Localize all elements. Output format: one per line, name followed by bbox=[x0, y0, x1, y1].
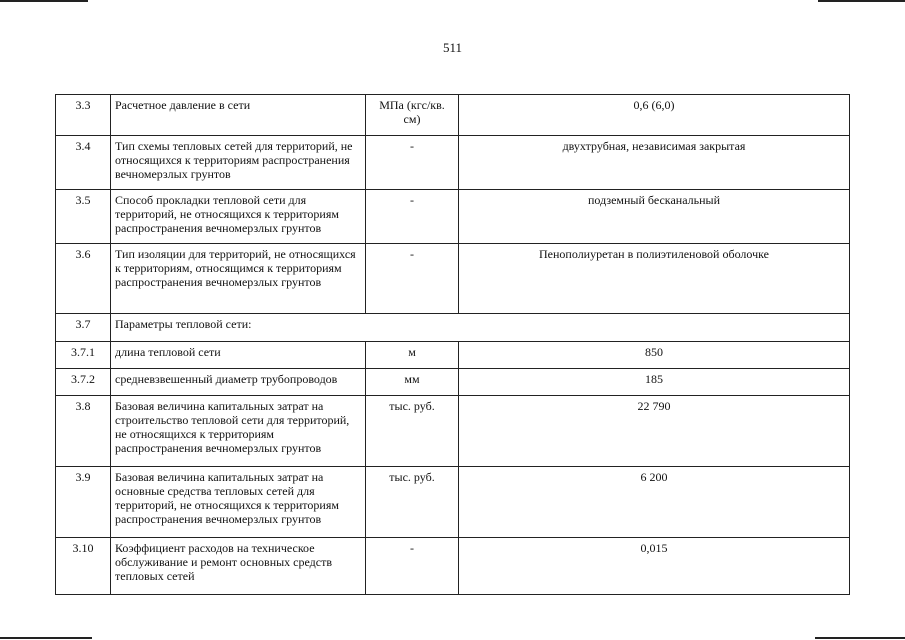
scan-edge-mark bbox=[0, 0, 88, 2]
table-row bbox=[56, 369, 850, 396]
row-value: двухтрубная, независимая закрытая bbox=[459, 136, 850, 190]
table-row bbox=[56, 467, 850, 538]
row-number: 3.8 bbox=[56, 396, 111, 467]
scan-edge-mark bbox=[818, 0, 905, 2]
row-number: 3.4 bbox=[56, 136, 111, 190]
row-name: длина тепловой сети bbox=[111, 342, 366, 369]
table-row bbox=[56, 244, 850, 314]
parameters-table bbox=[55, 94, 850, 595]
row-number: 3.7 bbox=[56, 314, 111, 342]
row-number: 3.7.2 bbox=[56, 369, 111, 396]
table-row bbox=[56, 538, 850, 595]
row-unit: - bbox=[366, 190, 459, 244]
row-name: Способ прокладки тепловой сети для территорий, не относящихся к территориям распространения вечномерзлых грунтов bbox=[111, 190, 366, 244]
row-value: Пенополиуретан в полиэтиленовой оболочке bbox=[459, 244, 850, 314]
row-name: средневзвешенный диаметр трубопроводов bbox=[111, 369, 366, 396]
row-value: 0,6 (6,0) bbox=[459, 95, 850, 136]
scan-edge-mark bbox=[815, 637, 905, 639]
row-name: Тип изоляции для территорий, не относящихся к территориям, относящимся к территориям распространения вечномерзлых грунтов bbox=[111, 244, 366, 314]
row-name: Коэффициент расходов на техническое обслуживание и ремонт основных средств тепловых сетей bbox=[111, 538, 366, 595]
row-value: 185 bbox=[459, 369, 850, 396]
row-value: 850 bbox=[459, 342, 850, 369]
row-name: Расчетное давление в сети bbox=[111, 95, 366, 136]
row-unit: - bbox=[366, 538, 459, 595]
row-unit: МПа (кгс/кв. см) bbox=[366, 95, 459, 136]
row-number: 3.3 bbox=[56, 95, 111, 136]
row-unit: тыс. руб. bbox=[366, 467, 459, 538]
row-name: Тип схемы тепловых сетей для территорий, не относящихся к территориям распространения вечномерзлых грунтов bbox=[111, 136, 366, 190]
table-row bbox=[56, 396, 850, 467]
table-row bbox=[56, 95, 850, 136]
row-unit: м bbox=[366, 342, 459, 369]
section-title: Параметры тепловой сети: bbox=[111, 314, 850, 342]
row-number: 3.9 bbox=[56, 467, 111, 538]
row-number: 3.7.1 bbox=[56, 342, 111, 369]
table-row bbox=[56, 190, 850, 244]
row-value: 6 200 bbox=[459, 467, 850, 538]
page-number: 511 bbox=[442, 40, 463, 55]
row-unit: мм bbox=[366, 369, 459, 396]
row-value: подземный бесканальный bbox=[459, 190, 850, 244]
row-number: 3.6 bbox=[56, 244, 111, 314]
table-row bbox=[56, 136, 850, 190]
table-row-section bbox=[56, 314, 850, 342]
row-number: 3.5 bbox=[56, 190, 111, 244]
row-value: 22 790 bbox=[459, 396, 850, 467]
row-unit: - bbox=[366, 244, 459, 314]
table-row bbox=[56, 342, 850, 369]
scan-edge-mark bbox=[0, 637, 92, 639]
row-unit: - bbox=[366, 136, 459, 190]
row-name: Базовая величина капитальных затрат на строительство тепловой сети для территорий, не относящихся к территориям распространения вечномерзлых грунтов bbox=[111, 396, 366, 467]
row-name: Базовая величина капитальных затрат на основные средства тепловых сетей для территорий, не относящихся к территориям распространения вечномерзлых грунтов bbox=[111, 467, 366, 538]
row-number: 3.10 bbox=[56, 538, 111, 595]
row-unit: тыс. руб. bbox=[366, 396, 459, 467]
row-value: 0,015 bbox=[459, 538, 850, 595]
